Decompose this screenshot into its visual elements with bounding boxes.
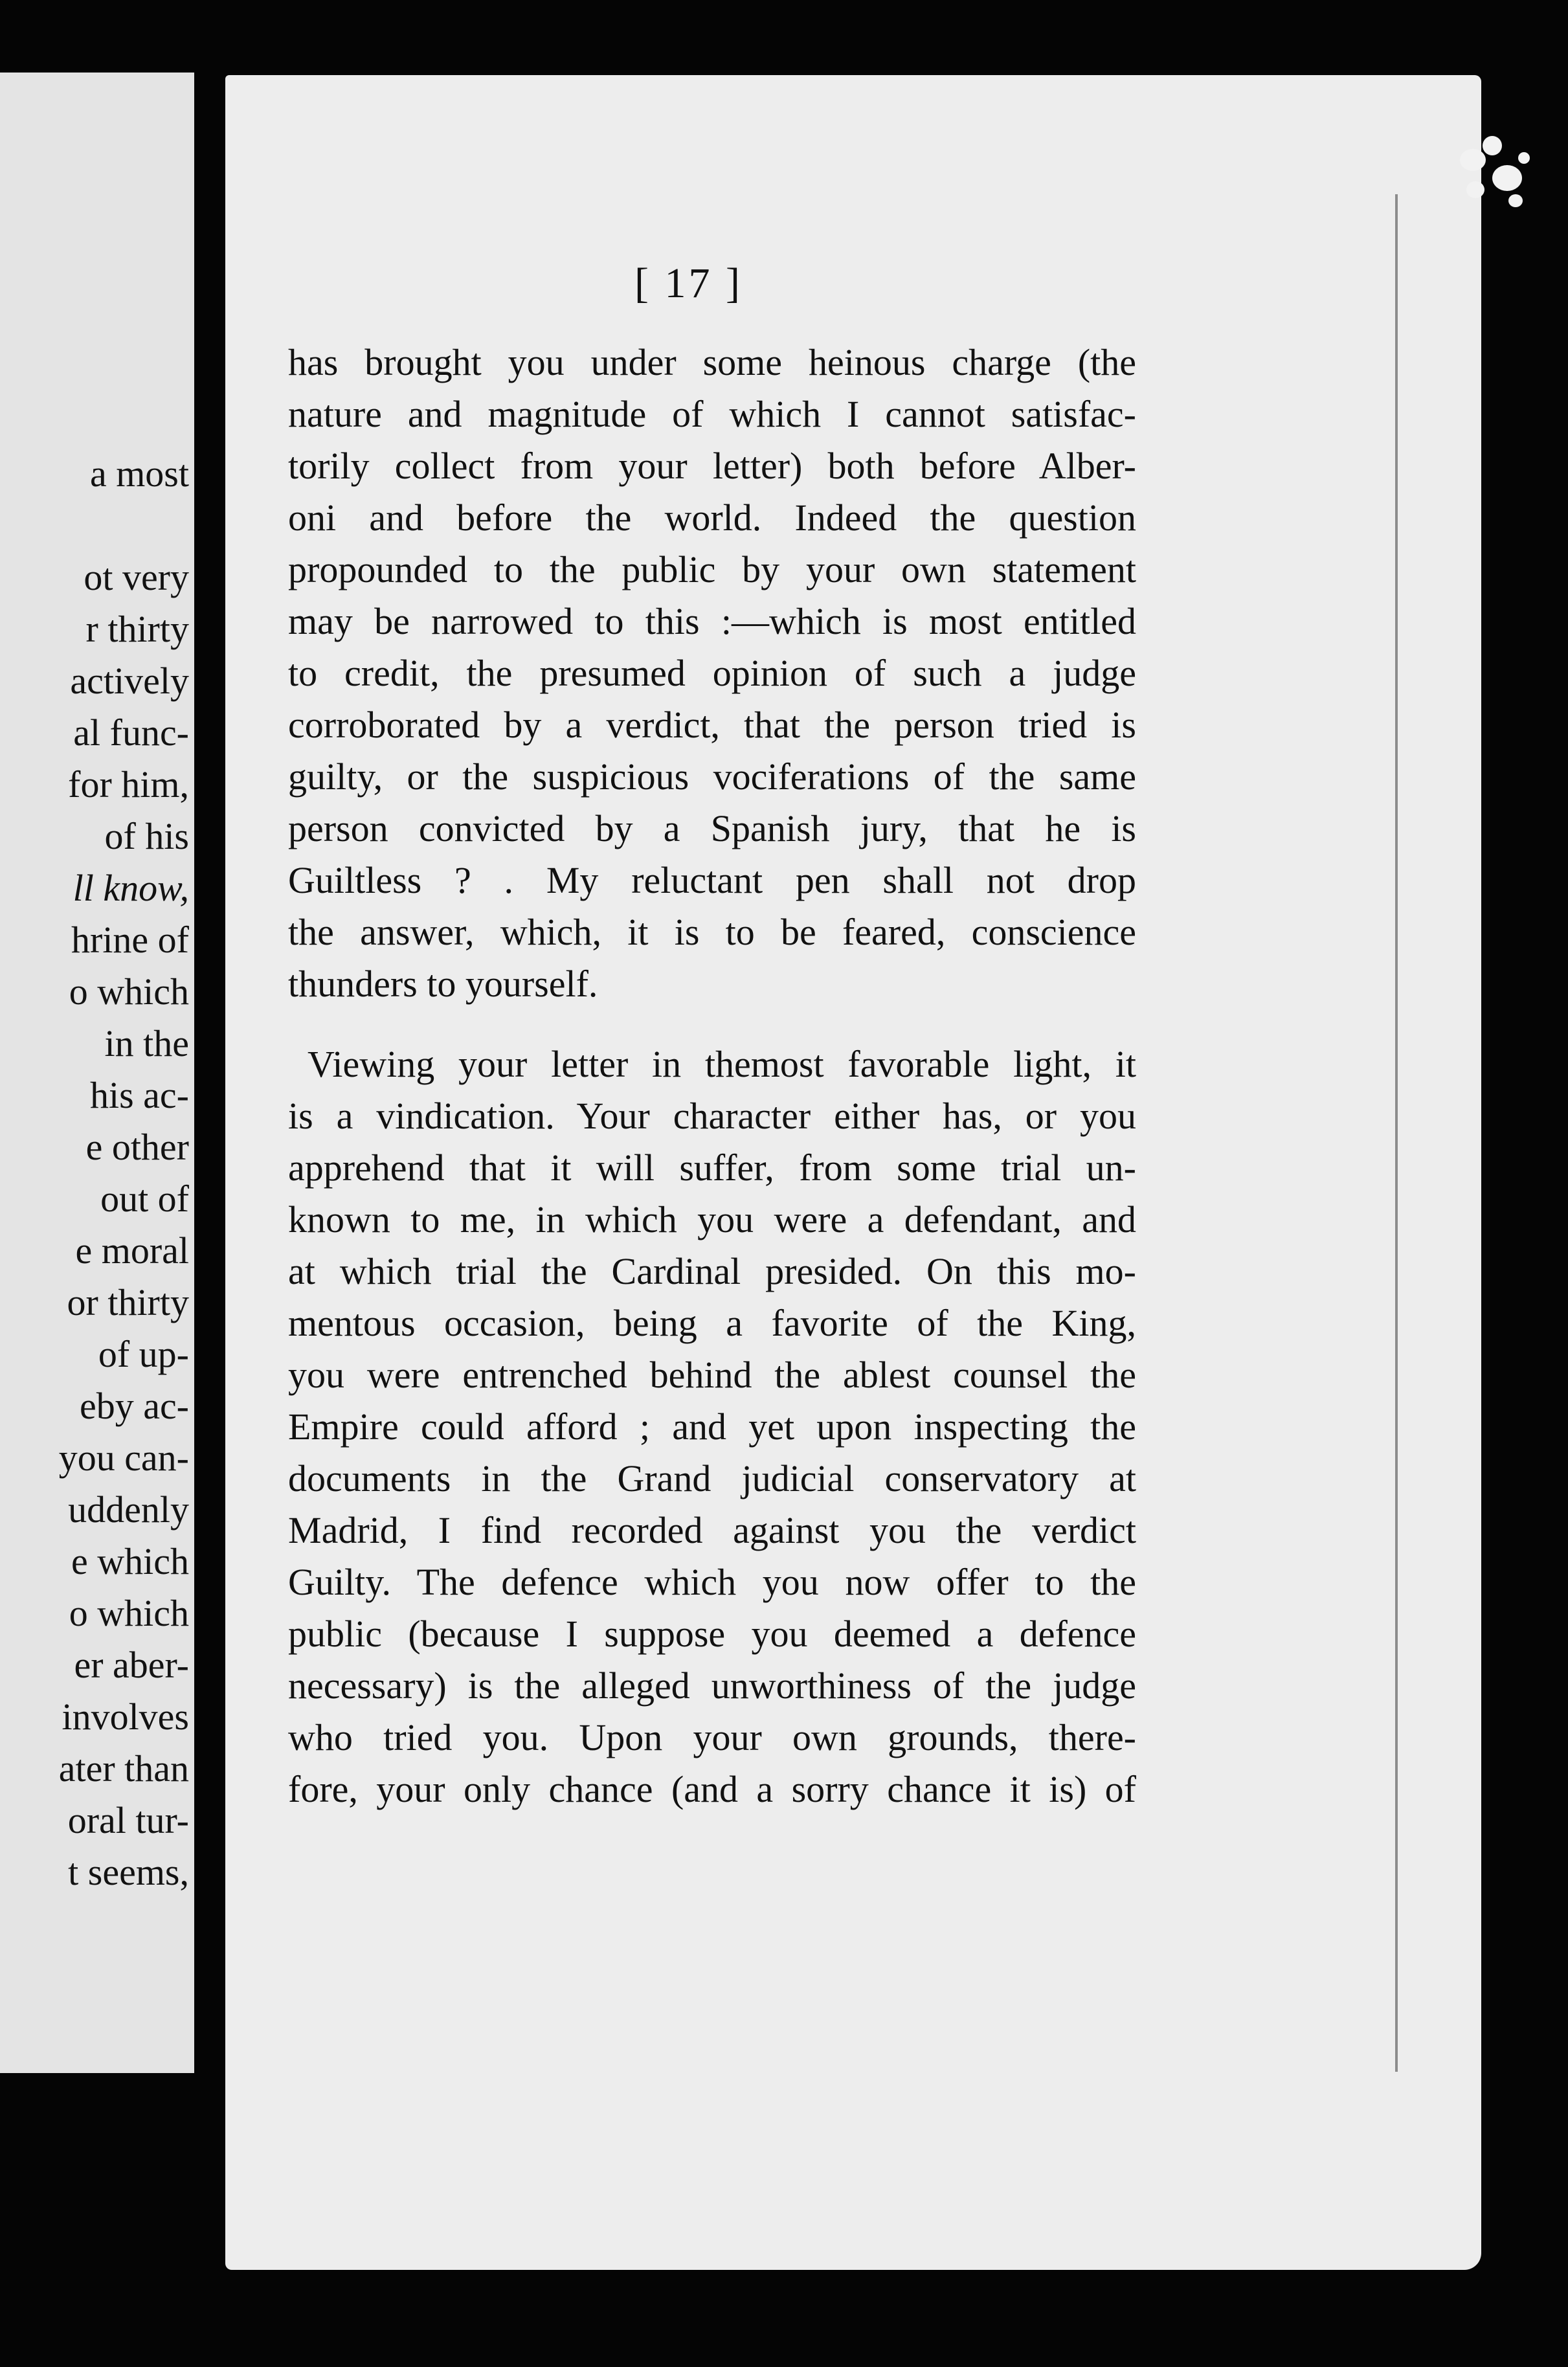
page-edge-shadow xyxy=(1395,194,1398,2072)
speck xyxy=(1483,136,1502,155)
text-line: the answer, which, it is to be feared, conscience xyxy=(288,911,1136,953)
facing-line: involves xyxy=(62,1696,189,1738)
facing-line: actively xyxy=(70,660,189,702)
text-line: who tried you. Upon your own grounds, there- xyxy=(288,1716,1136,1758)
speck xyxy=(1460,149,1486,171)
facing-line: al func- xyxy=(73,712,189,754)
speck xyxy=(1518,152,1530,164)
facing-line: e moral xyxy=(75,1229,189,1272)
facing-line: of his xyxy=(104,815,189,857)
text-line: public (because I suppose you deemed a defence xyxy=(288,1613,1136,1655)
text-line: you were entrenched behind the ablest counsel the xyxy=(288,1354,1136,1396)
facing-line: o which xyxy=(69,970,189,1013)
facing-line: for him, xyxy=(68,763,189,805)
facing-line: out of xyxy=(100,1178,189,1220)
text-line: Guilty. The defence which you now offer to the xyxy=(288,1561,1136,1603)
text-line: corroborated by a verdict, that the person tried is xyxy=(288,704,1136,746)
text-line: person convicted by a Spanish jury, that he is xyxy=(288,807,1136,849)
text-line: may be narrowed to this :—which is most entitled xyxy=(288,600,1136,642)
facing-line: ll know, xyxy=(73,867,189,909)
facing-line: or thirty xyxy=(67,1281,189,1323)
text-line: Empire could afford ; and yet upon inspecting the xyxy=(288,1406,1136,1448)
facing-line xyxy=(0,396,189,448)
speck xyxy=(1508,194,1523,207)
facing-line: e which xyxy=(71,1540,189,1582)
facing-line: eby ac- xyxy=(79,1385,189,1427)
text-line: necessary) is the alleged unworthiness of the judge xyxy=(288,1665,1136,1707)
text-line: is a vindication. Your character either has, or you xyxy=(288,1095,1136,1137)
text-line: Guiltless ? . My reluctant pen shall not drop xyxy=(288,859,1136,901)
body-text xyxy=(288,337,1136,1815)
facing-line: you can- xyxy=(58,1437,189,1479)
facing-line: ater than xyxy=(58,1747,189,1789)
page-number: [ 17 ] xyxy=(634,260,743,307)
facing-line: of up- xyxy=(98,1333,189,1375)
speck xyxy=(1492,165,1522,191)
text-line: Madrid, I find recorded against you the verdict xyxy=(288,1509,1136,1551)
paragraph-gap xyxy=(288,1010,1136,1038)
text-line: thunders to yourself. xyxy=(288,963,598,1005)
paper-damage-specks xyxy=(1447,129,1544,227)
text-line: guilty, or the suspicious vociferations of the same xyxy=(288,756,1136,798)
facing-line: e other xyxy=(85,1126,189,1168)
text-line: propounded to the public by your own statement xyxy=(288,548,1136,590)
facing-line: t seems, xyxy=(68,1851,189,1893)
text-line: at which trial the Cardinal presided. On this mo- xyxy=(288,1250,1136,1292)
facing-line: er aber- xyxy=(74,1644,189,1686)
facing-line: ot very xyxy=(84,556,189,598)
facing-line: o which xyxy=(69,1592,189,1634)
facing-line: his ac- xyxy=(90,1074,189,1116)
text-line: documents in the Grand judicial conservatory at xyxy=(288,1457,1136,1499)
facing-page xyxy=(0,73,194,2073)
facing-line xyxy=(0,500,189,552)
text-line: apprehend that it will suffer, from some trial un- xyxy=(288,1147,1136,1189)
facing-line: a most xyxy=(89,453,189,495)
text-line: oni and before the world. Indeed the question xyxy=(288,497,1136,539)
facing-line: uddenly xyxy=(68,1488,189,1531)
facing-line: in the xyxy=(104,1022,189,1064)
text-line: to credit, the presumed opinion of such a judge xyxy=(288,652,1136,694)
text-line: nature and magnitude of which I cannot satisfac- xyxy=(288,393,1136,435)
text-line: fore, your only chance (and a sorry chance it is) of xyxy=(288,1768,1136,1810)
text-line: torily collect from your letter) both before Alber- xyxy=(288,445,1136,487)
text-line: has brought you under some heinous charge (the xyxy=(288,341,1136,383)
facing-line: hrine of xyxy=(71,919,189,961)
speck xyxy=(1466,181,1484,198)
text-line: known to me, in which you were a defendant, and xyxy=(288,1198,1136,1240)
facing-line: oral tur- xyxy=(67,1799,189,1841)
text-line: mentous occasion, being a favorite of the King, xyxy=(288,1302,1136,1344)
text-line: Viewing your letter in themost favorable light, it xyxy=(308,1043,1136,1085)
facing-page-text xyxy=(0,396,189,1898)
facing-line: r thirty xyxy=(85,608,189,650)
